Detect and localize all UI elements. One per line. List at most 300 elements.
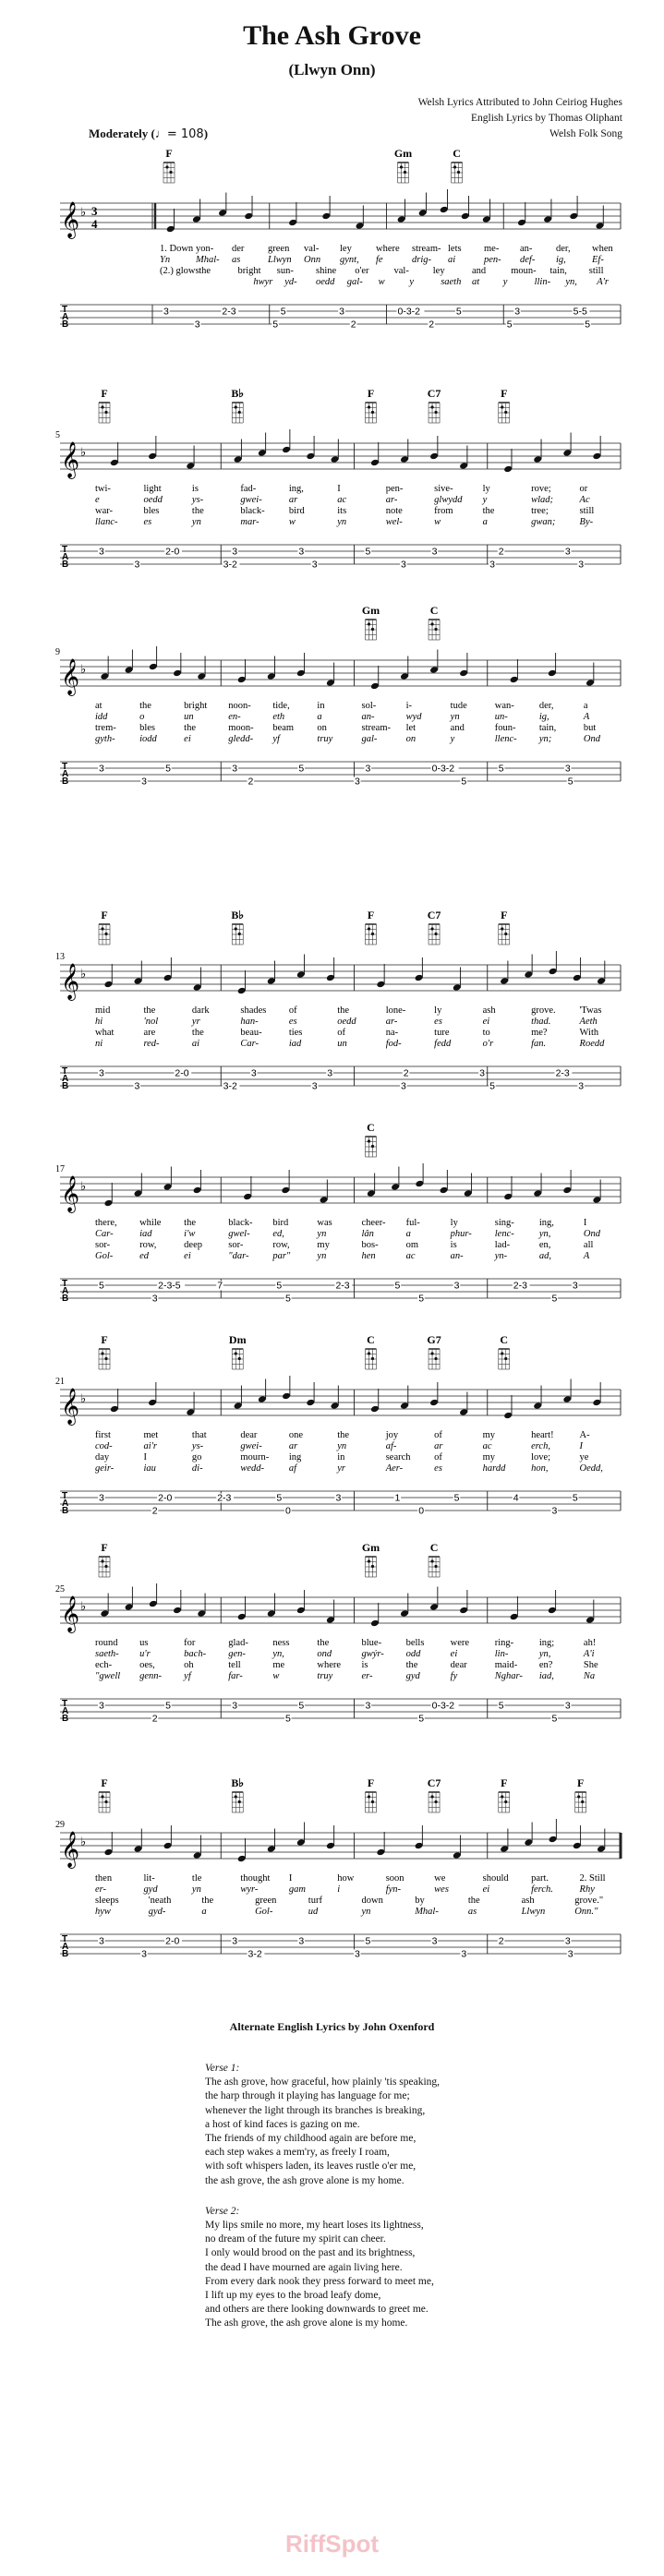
tab-fret-number: 2-0 — [165, 1935, 180, 1947]
tab-fret-number: 2 — [498, 546, 504, 558]
lyric-syllable: Roedd — [579, 1039, 605, 1049]
lyric-syllable: bles — [143, 506, 160, 516]
lyric-syllable: llin- — [534, 277, 551, 287]
alternate-lyrics-title: Alternate English Lyrics by John Oxenford — [229, 2020, 435, 2033]
tab-fret-number: 3 — [453, 1280, 460, 1292]
lyric-syllable: cheer- — [361, 1218, 386, 1228]
flat-key-signature-icon: ♭ — [80, 967, 87, 981]
lyric-syllable: fod- — [385, 1039, 402, 1049]
chord-diagram-icon — [99, 1557, 110, 1577]
lyric-syllable: ys- — [191, 1441, 204, 1451]
tab-fret-number: 3 — [99, 763, 104, 775]
lyric-syllable: hyw — [95, 1907, 111, 1917]
lyric-syllable: Ef- — [592, 255, 604, 265]
verse-line: whenever the light through its branches is breaking, — [205, 2104, 426, 2116]
lyric-syllable: gwýr- — [361, 1649, 384, 1659]
lyric-syllable: bright — [184, 701, 208, 711]
lyric-syllable: der, — [556, 244, 571, 254]
tab-fret-number: 3 — [99, 1700, 104, 1712]
lyric-syllable: at — [472, 277, 480, 287]
lyric-syllable: iad — [288, 1039, 302, 1049]
chord-diagram-icon — [366, 1349, 377, 1369]
lyric-syllable: I — [583, 1218, 587, 1228]
tab-fret-number: 3 — [232, 546, 238, 558]
lyric-syllable: "dar- — [228, 1251, 249, 1261]
tab-clef-b: B — [62, 1506, 69, 1516]
chord-diagram-icon — [232, 1792, 243, 1812]
chord-diagram-icon — [163, 163, 175, 183]
tab-fret-number: 3 — [551, 1505, 558, 1517]
tab-fret-number: 0 — [418, 1505, 425, 1517]
system-5 — [0, 1103, 664, 1325]
tab-fret-number: 3 — [311, 1080, 318, 1092]
tab-fret-number: 5 — [284, 1293, 291, 1305]
verse-line: with soft whispers laden, its leaves rustle o'er me, — [205, 2161, 417, 2173]
lyric-syllable: row, — [139, 1240, 157, 1250]
lyric-syllable: tain, — [538, 723, 557, 733]
tab-fret-number: 3 — [99, 546, 104, 558]
chord-name: F — [367, 1776, 375, 1789]
lyric-syllable: me- — [484, 244, 500, 254]
tab-fret-number: 3 — [572, 1280, 578, 1292]
lyric-syllable: idd — [95, 712, 108, 722]
lyric-syllable: my — [482, 1452, 496, 1463]
tab-fret-number: 1 — [394, 1492, 401, 1504]
chord-name: F — [165, 147, 173, 160]
chord-diagram-icon — [452, 163, 463, 183]
lyric-syllable: Gol- — [95, 1251, 114, 1261]
lyric-syllable: grove. — [531, 1005, 556, 1016]
lyric-syllable: the — [467, 1896, 480, 1906]
lyric-syllable: the — [191, 506, 204, 516]
lyric-syllable: how — [337, 1873, 355, 1884]
lyric-syllable: Ond — [583, 1229, 601, 1239]
lyric-syllable: the — [482, 506, 495, 516]
lyric-syllable: maid- — [494, 1660, 518, 1670]
tab-fret-number: 3 — [564, 1935, 571, 1947]
lyric-syllable: dear — [450, 1660, 467, 1670]
lyric-syllable: w — [434, 517, 441, 527]
lyric-syllable: green — [268, 244, 290, 254]
lyric-syllable: and — [450, 723, 465, 733]
lyric-syllable: gyd — [405, 1671, 420, 1681]
lyric-syllable: iodd — [139, 734, 157, 744]
lyric-syllable: when — [592, 244, 613, 254]
tab-fret-number: 3 — [365, 763, 371, 775]
tab-fret-number: 2-3-5 — [158, 1280, 181, 1292]
treble-clef-icon: 𝄞 — [61, 1595, 80, 1632]
lyric-syllable: ei — [184, 734, 191, 744]
lyric-syllable: tle — [191, 1873, 202, 1884]
tab-fret-number: 2 — [498, 1935, 504, 1947]
system-2 — [0, 369, 664, 591]
lyric-syllable: hi — [95, 1017, 103, 1027]
lyric-syllable: wel- — [385, 517, 403, 527]
tab-clef-a: A — [62, 769, 69, 779]
lyric-syllable: Na — [583, 1671, 596, 1681]
treble-clef-icon: 𝄞 — [61, 1831, 80, 1868]
lyric-syllable: beam — [272, 723, 295, 733]
lyric-syllable: turf — [308, 1896, 322, 1906]
verse-heading: Verse 2: — [205, 2205, 240, 2217]
tab-clef-b: B — [62, 1081, 69, 1091]
lyric-syllable: yf — [184, 1671, 191, 1681]
lyric-syllable: ing — [288, 1452, 302, 1463]
lyric-syllable: where — [317, 1660, 342, 1670]
lyric-syllable: ar- — [385, 495, 398, 505]
chord-name: C — [429, 1541, 439, 1554]
tab-fret-number: 5 — [298, 763, 305, 775]
lyric-syllable: Ond — [583, 734, 601, 744]
lyric-syllable: y — [409, 277, 415, 287]
lyric-syllable: drig- — [412, 255, 431, 265]
lyric-syllable: ei — [184, 1251, 191, 1261]
lyric-syllable: shades — [240, 1005, 267, 1016]
lyric-syllable: llenc- — [494, 734, 517, 744]
lyric-syllable: of — [337, 1028, 346, 1038]
lyric-syllable: the — [317, 1638, 330, 1648]
tab-fret-number: 5 — [298, 1700, 305, 1712]
tab-fret-number: 3 — [141, 1948, 148, 1960]
lyric-syllable: the — [184, 1218, 196, 1228]
lyric-syllable: shine — [316, 266, 337, 276]
lyric-syllable: while — [139, 1218, 162, 1228]
lyric-syllable: val- — [304, 244, 320, 254]
lyric-syllable: en, — [538, 1240, 551, 1250]
lyric-syllable: un- — [494, 712, 508, 722]
tab-clef-t: T — [62, 1066, 68, 1077]
tab-fret-number: 3 — [354, 776, 360, 788]
chord-name: C — [367, 1121, 375, 1134]
lyric-syllable: down — [361, 1896, 383, 1906]
lyric-syllable: ash — [521, 1896, 535, 1906]
system-svg — [0, 1316, 664, 1537]
lyric-syllable: lad- — [494, 1240, 511, 1250]
lyric-syllable: Mhal- — [415, 1907, 439, 1917]
system-svg — [0, 586, 664, 808]
lyric-syllable: A'r — [597, 277, 609, 287]
tab-fret-number: 3 — [564, 763, 571, 775]
chord-name: B♭ — [231, 387, 245, 400]
tab-clef-b: B — [62, 319, 69, 330]
system-svg — [0, 1523, 664, 1745]
system-1 — [0, 129, 664, 351]
lyric-syllable: ley — [340, 244, 352, 254]
tab-fret-number: 3 — [400, 559, 406, 571]
lyric-syllable: gam — [288, 1884, 306, 1895]
tab-fret-number: 3 — [141, 776, 148, 788]
lyric-syllable: part. — [531, 1873, 549, 1884]
lyric-syllable: yon- — [196, 244, 214, 254]
tab-clef-b: B — [62, 1294, 69, 1304]
lyric-syllable: of — [288, 1005, 297, 1016]
tempo-value: = 108 — [166, 127, 204, 141]
tab-clef-b: B — [62, 1714, 69, 1724]
tab-fret-number: 3 — [298, 1935, 305, 1947]
lyric-syllable: go — [191, 1452, 202, 1463]
lyric-syllable: a — [317, 712, 322, 722]
lyric-syllable: stream- — [412, 244, 441, 254]
tab-fret-number: 3 — [232, 763, 238, 775]
lyric-syllable: ni — [95, 1039, 103, 1049]
lyric-syllable: sol- — [361, 701, 377, 711]
tab-clef-t: T — [62, 1279, 68, 1289]
lyric-syllable: A — [583, 1251, 590, 1261]
lyric-syllable: ed — [139, 1251, 150, 1261]
logo-text: RiffSpot — [284, 2530, 380, 2558]
lyric-syllable: truy — [317, 1671, 333, 1681]
lyric-syllable: ture — [434, 1028, 450, 1038]
lyric-syllable: u'r — [139, 1649, 151, 1659]
lyric-syllable: 1. Down — [160, 244, 194, 254]
lyric-syllable: Aer- — [385, 1463, 404, 1474]
lyric-syllable: ys- — [191, 495, 204, 505]
lyric-syllable: a — [583, 701, 588, 711]
lyric-syllable: yn — [317, 1251, 327, 1261]
lyric-syllable: i- — [405, 701, 413, 711]
lyric-syllable: ing, — [538, 1218, 554, 1228]
tab-fret-number: 3 — [514, 306, 521, 318]
credit-english-lyrics: English Lyrics by Thomas Oliphant — [471, 113, 622, 124]
lyric-syllable: noon- — [228, 701, 251, 711]
chord-diagram-icon — [366, 1137, 377, 1157]
lyric-syllable: yn; — [538, 734, 552, 744]
system-6 — [0, 1316, 664, 1537]
lyric-syllable: es — [288, 1017, 297, 1027]
lyric-syllable: val- — [393, 266, 409, 276]
lyric-syllable: fy — [450, 1671, 458, 1681]
tab-clef-b: B — [62, 1949, 69, 1959]
system-svg — [0, 129, 664, 351]
lyric-syllable: ring- — [494, 1638, 514, 1648]
lyric-syllable: I — [579, 1441, 584, 1451]
lyric-syllable: pen- — [385, 484, 404, 494]
lyric-syllable: gal- — [361, 734, 378, 744]
time-signature-top: 3 — [91, 204, 98, 218]
lyric-syllable: geir- — [95, 1463, 115, 1474]
verse-line: and others are there looking downwards to greet me. — [205, 2304, 429, 2316]
verse-1 — [205, 2062, 440, 2188]
lyric-syllable: i'w — [184, 1229, 196, 1239]
lyric-syllable: yn, — [538, 1649, 551, 1659]
chord-name: C — [500, 1333, 509, 1346]
chord-diagram-icon — [499, 1792, 510, 1812]
lyric-syllable: trem- — [95, 723, 116, 733]
lyric-syllable: the — [191, 1028, 204, 1038]
verse-line: From every dark nook they press forward to meet me, — [205, 2275, 434, 2287]
tab-fret-number: 5 — [165, 1700, 171, 1712]
lyric-syllable: ac — [482, 1441, 492, 1451]
lyric-syllable: er- — [95, 1884, 107, 1895]
lyric-syllable: on — [405, 734, 417, 744]
tab-fret-number: 2 — [247, 776, 254, 788]
lyric-syllable: ei — [482, 1884, 490, 1895]
lyric-syllable: war- — [95, 506, 114, 516]
tab-fret-number: 5 — [585, 319, 591, 331]
tab-fret-number: 5 — [418, 1713, 425, 1725]
lyric-syllable: par" — [272, 1251, 291, 1261]
lyric-syllable: deep — [184, 1240, 202, 1250]
chord-diagram-icon — [99, 1349, 110, 1369]
lyric-syllable: a — [482, 517, 488, 527]
tab-fret-number: 5 — [165, 763, 171, 775]
lyric-syllable: By- — [579, 517, 594, 527]
tab-fret-number: 5 — [272, 319, 279, 331]
lyric-syllable: She — [583, 1660, 598, 1670]
flat-key-signature-icon: ♭ — [80, 1599, 87, 1613]
measure-number: 21 — [55, 1377, 65, 1387]
lyric-syllable: mourn- — [240, 1452, 270, 1463]
lyric-syllable: in — [317, 701, 325, 711]
tab-clef-t: T — [62, 545, 68, 555]
quarter-note-icon: ♩ — [154, 126, 167, 140]
chord-diagram-icon — [429, 620, 440, 640]
lyric-syllable: saeth — [441, 277, 462, 287]
lyric-syllable: Gol- — [255, 1907, 273, 1917]
lyric-syllable: yd- — [284, 277, 297, 287]
chord-diagram-icon — [232, 403, 243, 423]
tab-fret-number: 2 — [151, 1713, 158, 1725]
lyric-syllable: blue- — [361, 1638, 382, 1648]
lyric-syllable: an- — [520, 244, 533, 254]
lyric-syllable: bles — [139, 723, 156, 733]
tab-fret-number: 3 — [134, 559, 140, 571]
lyric-syllable: I — [288, 1873, 293, 1884]
lyric-syllable: saeth- — [95, 1649, 119, 1659]
lyric-syllable: w — [288, 517, 296, 527]
lyric-syllable: wedd- — [240, 1463, 265, 1474]
lyric-syllable: row, — [272, 1240, 290, 1250]
verse-line: the ash grove, the ash grove alone is my home. — [205, 2174, 404, 2186]
lyric-syllable: ful- — [405, 1218, 420, 1228]
lyric-syllable: is — [361, 1660, 368, 1670]
lyric-syllable: der — [232, 244, 245, 254]
tab-fret-number: 3 — [99, 1935, 104, 1947]
lyric-syllable: green — [255, 1896, 277, 1906]
lyric-syllable: gwan; — [531, 517, 556, 527]
lyric-syllable: sing- — [494, 1218, 514, 1228]
tab-fret-number: 5 — [99, 1280, 104, 1292]
tempo-marking: Moderately (♩= 108) — [89, 126, 209, 141]
tab-fret-number: 5 — [572, 1492, 578, 1504]
lyric-syllable: joy — [385, 1430, 399, 1440]
treble-clef-icon: 𝄞 — [61, 201, 80, 238]
lyric-syllable: love; — [531, 1452, 551, 1463]
lyric-syllable: there, — [95, 1218, 117, 1228]
lyric-syllable: gyd — [143, 1884, 158, 1895]
tab-clef-a: A — [62, 552, 69, 562]
tab-fret-number: 0-3-2 — [431, 1700, 455, 1712]
chord-diagram-icon — [429, 403, 440, 423]
tab-fret-number: 3 — [431, 546, 438, 558]
lyric-syllable: ly — [450, 1218, 458, 1228]
lyric-syllable: iad — [139, 1229, 152, 1239]
lyric-syllable: is — [450, 1240, 457, 1250]
lyric-syllable: day — [95, 1452, 110, 1463]
lyric-syllable: o — [139, 712, 145, 722]
tab-clef-t: T — [62, 305, 68, 315]
lyric-syllable: grove." — [574, 1896, 604, 1906]
lyric-syllable: hon, — [531, 1463, 549, 1474]
lyric-syllable: gyd- — [148, 1907, 166, 1917]
lyric-syllable: of — [434, 1430, 442, 1440]
tab-clef-a: A — [62, 1706, 69, 1716]
lyric-syllable: es — [143, 517, 152, 527]
lyric-syllable: ye — [579, 1452, 589, 1463]
lyric-syllable: bach- — [184, 1649, 207, 1659]
lyric-syllable: o'er — [355, 266, 369, 276]
lyric-syllable: ud — [308, 1907, 319, 1917]
lyric-syllable: fad- — [240, 484, 257, 494]
tab-fret-number: 5 — [276, 1280, 283, 1292]
lyric-syllable: one — [288, 1430, 303, 1440]
lyric-syllable: yn — [191, 517, 201, 527]
lyric-syllable: yn — [317, 1229, 327, 1239]
lyric-syllable: ferch. — [531, 1884, 553, 1895]
tab-fret-number: 3 — [578, 559, 585, 571]
lyric-syllable: Llwyn — [521, 1907, 546, 1917]
lyric-syllable: sleeps — [95, 1896, 119, 1906]
lyric-syllable: eth — [272, 712, 285, 722]
lyric-syllable: dear — [240, 1430, 258, 1440]
lyric-syllable: ness — [272, 1638, 290, 1648]
lyric-syllable: i — [337, 1884, 341, 1895]
chord-name: C7 — [427, 909, 441, 921]
measure-number: 17 — [55, 1164, 65, 1174]
lyric-syllable: odd — [405, 1649, 421, 1659]
lyric-syllable: still — [579, 506, 595, 516]
chord-name: F — [101, 1333, 108, 1346]
lyric-syllable: yr — [337, 1463, 346, 1474]
chord-diagram-icon — [366, 1557, 377, 1577]
lyric-syllable: cod- — [95, 1441, 113, 1451]
lyric-syllable: ac — [405, 1251, 416, 1261]
lyric-syllable: met — [143, 1430, 159, 1440]
tab-fret-number: 3 — [311, 559, 318, 571]
lyric-syllable: thought — [240, 1873, 271, 1884]
tab-fret-number: 3 — [479, 1067, 485, 1079]
tab-fret-number: 5 — [284, 1713, 291, 1725]
chord-diagram-icon — [429, 1792, 440, 1812]
chord-diagram-icon — [99, 924, 110, 945]
song-subtitle: (Llwyn Onn) — [288, 61, 376, 78]
lyric-syllable: light — [143, 484, 162, 494]
chord-name: Gm — [361, 1541, 380, 1554]
tab-fret-number: 5 — [365, 546, 371, 558]
lyric-syllable: yn — [337, 1441, 347, 1451]
lyric-syllable: the — [199, 266, 211, 276]
tab-fret-number: 5 — [276, 1492, 283, 1504]
lyric-syllable: sun- — [276, 266, 294, 276]
tab-fret-number: 3 — [327, 1067, 333, 1079]
tab-fret-number: 3-2 — [247, 1948, 262, 1960]
lyric-syllable: ly — [482, 484, 490, 494]
lyric-syllable: pen- — [484, 255, 501, 265]
lyric-syllable: iau — [143, 1463, 156, 1474]
lyric-syllable: 'nol — [143, 1017, 159, 1027]
lyric-syllable: or — [579, 484, 588, 494]
lyric-syllable: fyn- — [385, 1884, 402, 1895]
lyric-syllable: soon — [385, 1873, 404, 1884]
chord-name: C7 — [427, 387, 441, 400]
lyric-syllable: rove; — [531, 484, 551, 494]
lyric-syllable: me? — [531, 1028, 548, 1038]
verse-line: no dream of the future my spirit can cheer. — [205, 2233, 386, 2245]
lyric-syllable: bird — [288, 506, 305, 516]
time-signature-bottom: 4 — [91, 217, 98, 231]
tab-fret-number: 3 — [461, 1948, 467, 1960]
lyric-syllable: dark — [191, 1005, 210, 1016]
